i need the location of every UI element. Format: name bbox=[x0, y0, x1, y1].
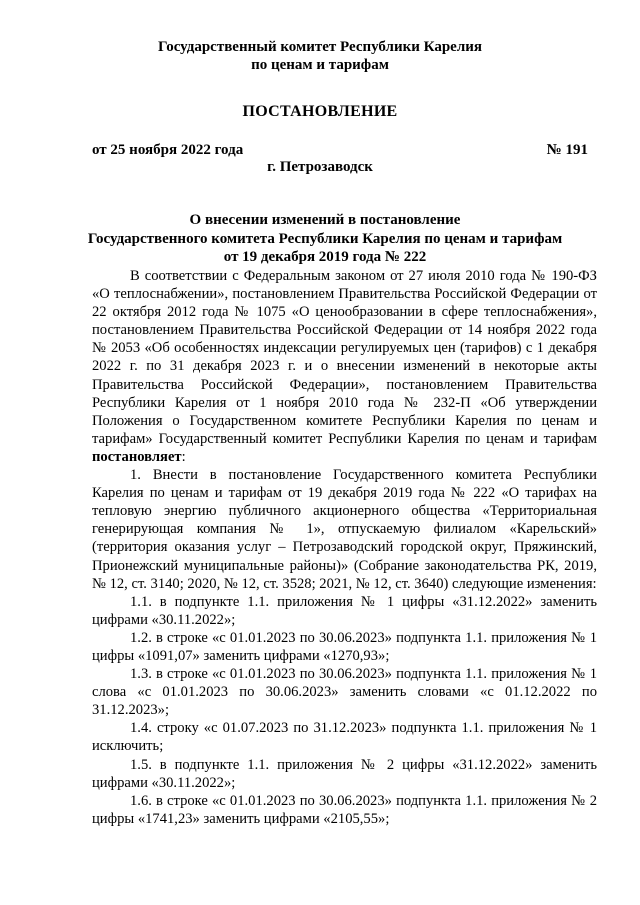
preamble-bold-word: постановляет bbox=[92, 448, 182, 465]
title-line-3: от 19 декабря 2019 года № 222 bbox=[223, 249, 427, 265]
document-number: № 191 bbox=[546, 142, 588, 158]
subitem-paragraph: 1.3. в строке «с 01.01.2023 по 30.06.2023» подпункта 1.1. приложения № 1 слова «с 01.01.2023 по 30.06.2023» заменить словами «с 01.12.2022 по 31.12.2023»; bbox=[92, 666, 597, 719]
issuer-header bbox=[60, 38, 580, 74]
title-line-1: О внесении изменений в постановление bbox=[189, 212, 461, 228]
document-title bbox=[60, 211, 590, 267]
preamble-paragraph bbox=[92, 267, 597, 466]
subitem-paragraph: 1.5. в подпункте 1.1. приложения № 2 цифры «31.12.2022» заменить цифрами «30.11.2022»; bbox=[92, 756, 597, 791]
issuer-line-2: по ценам и тарифам bbox=[251, 57, 389, 73]
subitem-paragraph: 1.4. строку «с 01.07.2023 по 31.12.2023» подпункта 1.1. приложения № 1 исключить; bbox=[92, 720, 597, 755]
document-city: г. Петрозаводск bbox=[267, 159, 373, 175]
subitem-paragraph: 1.6. в строке «с 01.01.2023 по 30.06.2023» подпункта 1.1. приложения № 2 цифры «1741,23» заменить цифрами «2105,55»; bbox=[92, 792, 597, 827]
document-body bbox=[92, 267, 597, 828]
subitem-paragraph: 1.2. в строке «с 01.01.2023 по 30.06.2023» подпункта 1.1. приложения № 1 цифры «1091,07» заменить цифрами «1270,93»; bbox=[92, 629, 597, 664]
document-type: ПОСТАНОВЛЕНИЕ bbox=[242, 103, 398, 120]
preamble-text: В соответствии с Федеральным законом от 27 июля 2010 года № 190-ФЗ «О теплоснабжении», постановлением Правительства Российской Федерации от 22 октября 2012 года № 1075 «О ценообразовании в сфере теплоснабжения», постановлением Правительства Российской Федерации от 14 ноября 2022 года № 2053 «Об особенностях индексации регулируемых цен (тарифов) с 1 декабря 2022 г. по 31 декабря 2023 г. и о внесении изменений в некоторые акты Правительства Российской Федерации», постановлением Правительства Республики Карелия от 1 ноября 2010 года № 232-П «Об утверждении Положения о Государственном комитете Республики Карелия по ценам и тарифам» Государственный комитет Республики Карелия по ценам и тарифам bbox=[92, 268, 597, 447]
subitem-paragraph: 1.1. в подпункте 1.1. приложения № 1 цифры «31.12.2022» заменить цифрами «30.11.2022»; bbox=[92, 593, 597, 628]
document-date: от 25 ноября 2022 года bbox=[92, 142, 244, 158]
title-line-2: Государственного комитета Республики Карелия по ценам и тарифам bbox=[87, 230, 563, 247]
item-1-paragraph: 1. Внести в постановление Государственного комитета Республики Карелия по ценам и тарифам от 19 декабря 2019 года № 222 «О тарифах на тепловую энергию публичного акционерного общества «Территориальная генерирующая компания № 1», отпускаемую филиалом «Карельский» (территория оказания услуг – Петрозаводский городской округ, Пряжинский, Прионежский муниципальные районы)» (Собрание законодательства РК, 2019, № 12, ст. 3140; 2020, № 12, ст. 3528; 2021, № 12, ст. 3640) следующие изменения: bbox=[92, 467, 597, 592]
preamble-end: : bbox=[181, 448, 186, 465]
issuer-line-1: Государственный комитет Республики Карелия bbox=[158, 39, 482, 55]
